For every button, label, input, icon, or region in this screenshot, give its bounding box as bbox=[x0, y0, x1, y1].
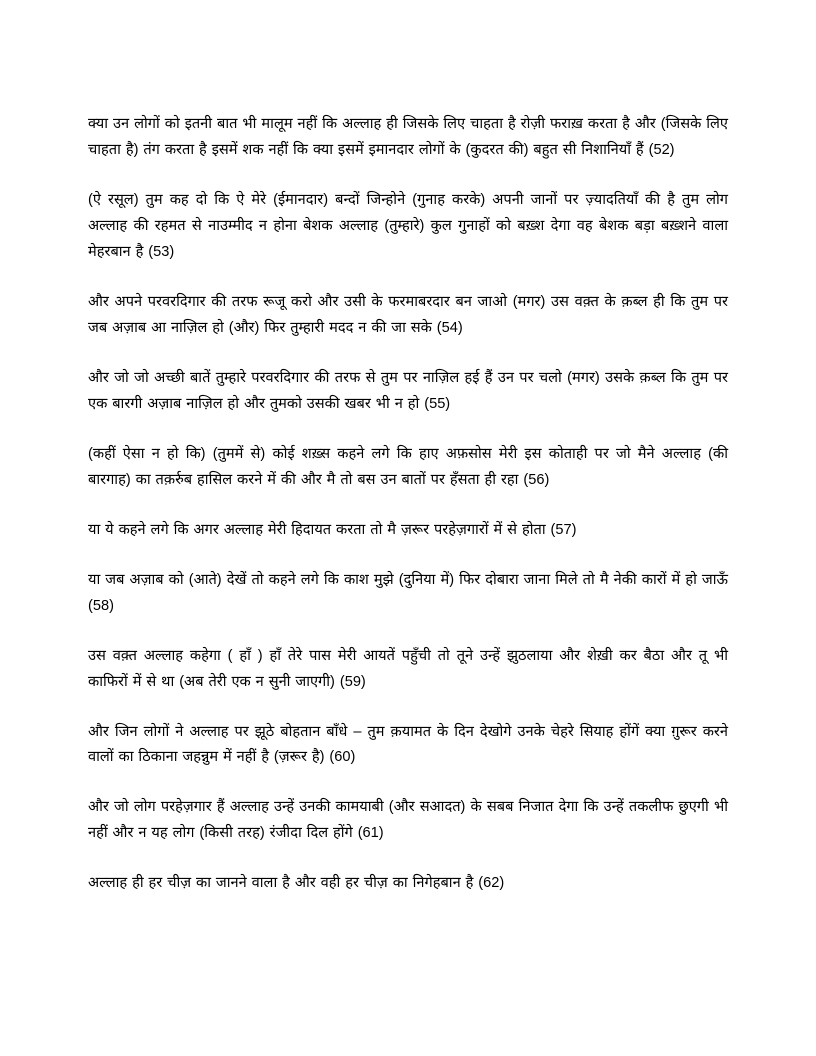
paragraph: और जो लोग परहेज़गार हैं अल्लाह उन्हें उनकी कामयाबी (और सआदत) के सबब निजात देगा कि उन्हें तकलीफ छुएगी भी नहीं और न यह लोग (किसी तरह) रंजीदा दिल होंगे (61) bbox=[88, 799, 728, 842]
paragraph: और जिन लोगों ने अल्लाह पर झूठे बोहतान बाँधे – तुम क़यामत के दिन देखोगे उनके चेहरे सियाह होंगें क्या ग़ुरूर करने वालों का ठिकाना जहन्नुम में नहीं है (ज़रूर है) (60) bbox=[88, 723, 728, 766]
paragraph: और अपने परवरदिगार की तरफ रूजू करो और उसी के फरमाबरदार बन जाओ (मगर) उस वक़्त के क़ब्ल ही कि तुम पर जब अज़ाब आ नाज़िल हो (और) फिर तुम्हारी मदद न की जा सके (54) bbox=[88, 293, 728, 336]
paragraph: और जो जो अच्छी बातें तुम्हारे परवरदिगार की तरफ से तुम पर नाज़िल हई हैं उन पर चलो (मगर) उसके क़ब्ल कि तुम पर एक बारगी अज़ाब नाज़िल हो और तुमको उसकी खबर भी न हो (55) bbox=[88, 369, 728, 412]
paragraph: अल्लाह ही हर चीज़ का जानने वाला है और वही हर चीज़ का निगेहबान है (62) bbox=[88, 875, 505, 892]
paragraph: या ये कहने लगे कि अगर अल्लाह मेरी हिदायत करता तो मै ज़रूर परहेज़गारों में से होता (57) bbox=[88, 521, 577, 538]
paragraph: (कहीं ऐसा न हो कि) (तुममें से) कोई शख़्स कहने लगे कि हाए अफ़सोस मेरी इस कोताही पर जो मैने अल्लाह (की बारगाह) का तक़र्रुब हासिल करने में की और मै तो बस उन बातों पर हँसता ही रहा (56) bbox=[88, 445, 728, 488]
paragraph: उस वक़्त अल्लाह कहेगा ( हाँ ) हाँ तेरे पास मेरी आयतें पहुँची तो तूने उन्हें झुठलाया और शेख़ी कर बैठा और तू भी काफिरों में से था (अब तेरी एक न सुनी जाएगी) (59) bbox=[88, 647, 728, 690]
paragraph: (ऐ रसूल) तुम कह दो कि ऐ मेरे (ईमानदार) बन्दों जिन्होने (गुनाह करके) अपनी जानों पर ज़्यादतियाँ की है तुम लोग अल्लाह की रहमत से नाउम्मीद न होना बेशक अल्लाह (तुम्हारे) कुल गुनाहों को बख़्श देगा वह बेशक बड़ा बख़्शने वाला मेहरबान है (53) bbox=[88, 191, 728, 260]
document-body bbox=[88, 112, 728, 897]
paragraph: क्या उन लोगों को इतनी बात भी मालूम नहीं कि अल्लाह ही जिसके लिए चाहता है रोज़ी फराख़ करता है और (जिसके लिए चाहता है) तंग करता है इसमें शक नहीं कि क्या इसमें इमानदार लोगों के (कुदरत की) बहुत सी निशानियाँ हैं (52) bbox=[88, 116, 728, 158]
paragraph: या जब अज़ाब को (आते) देखें तो कहने लगे कि काश मुझे (दुनिया में) फिर दोबारा जाना मिले तो मै नेकी कारों में हो जाऊँ (58) bbox=[88, 571, 728, 614]
